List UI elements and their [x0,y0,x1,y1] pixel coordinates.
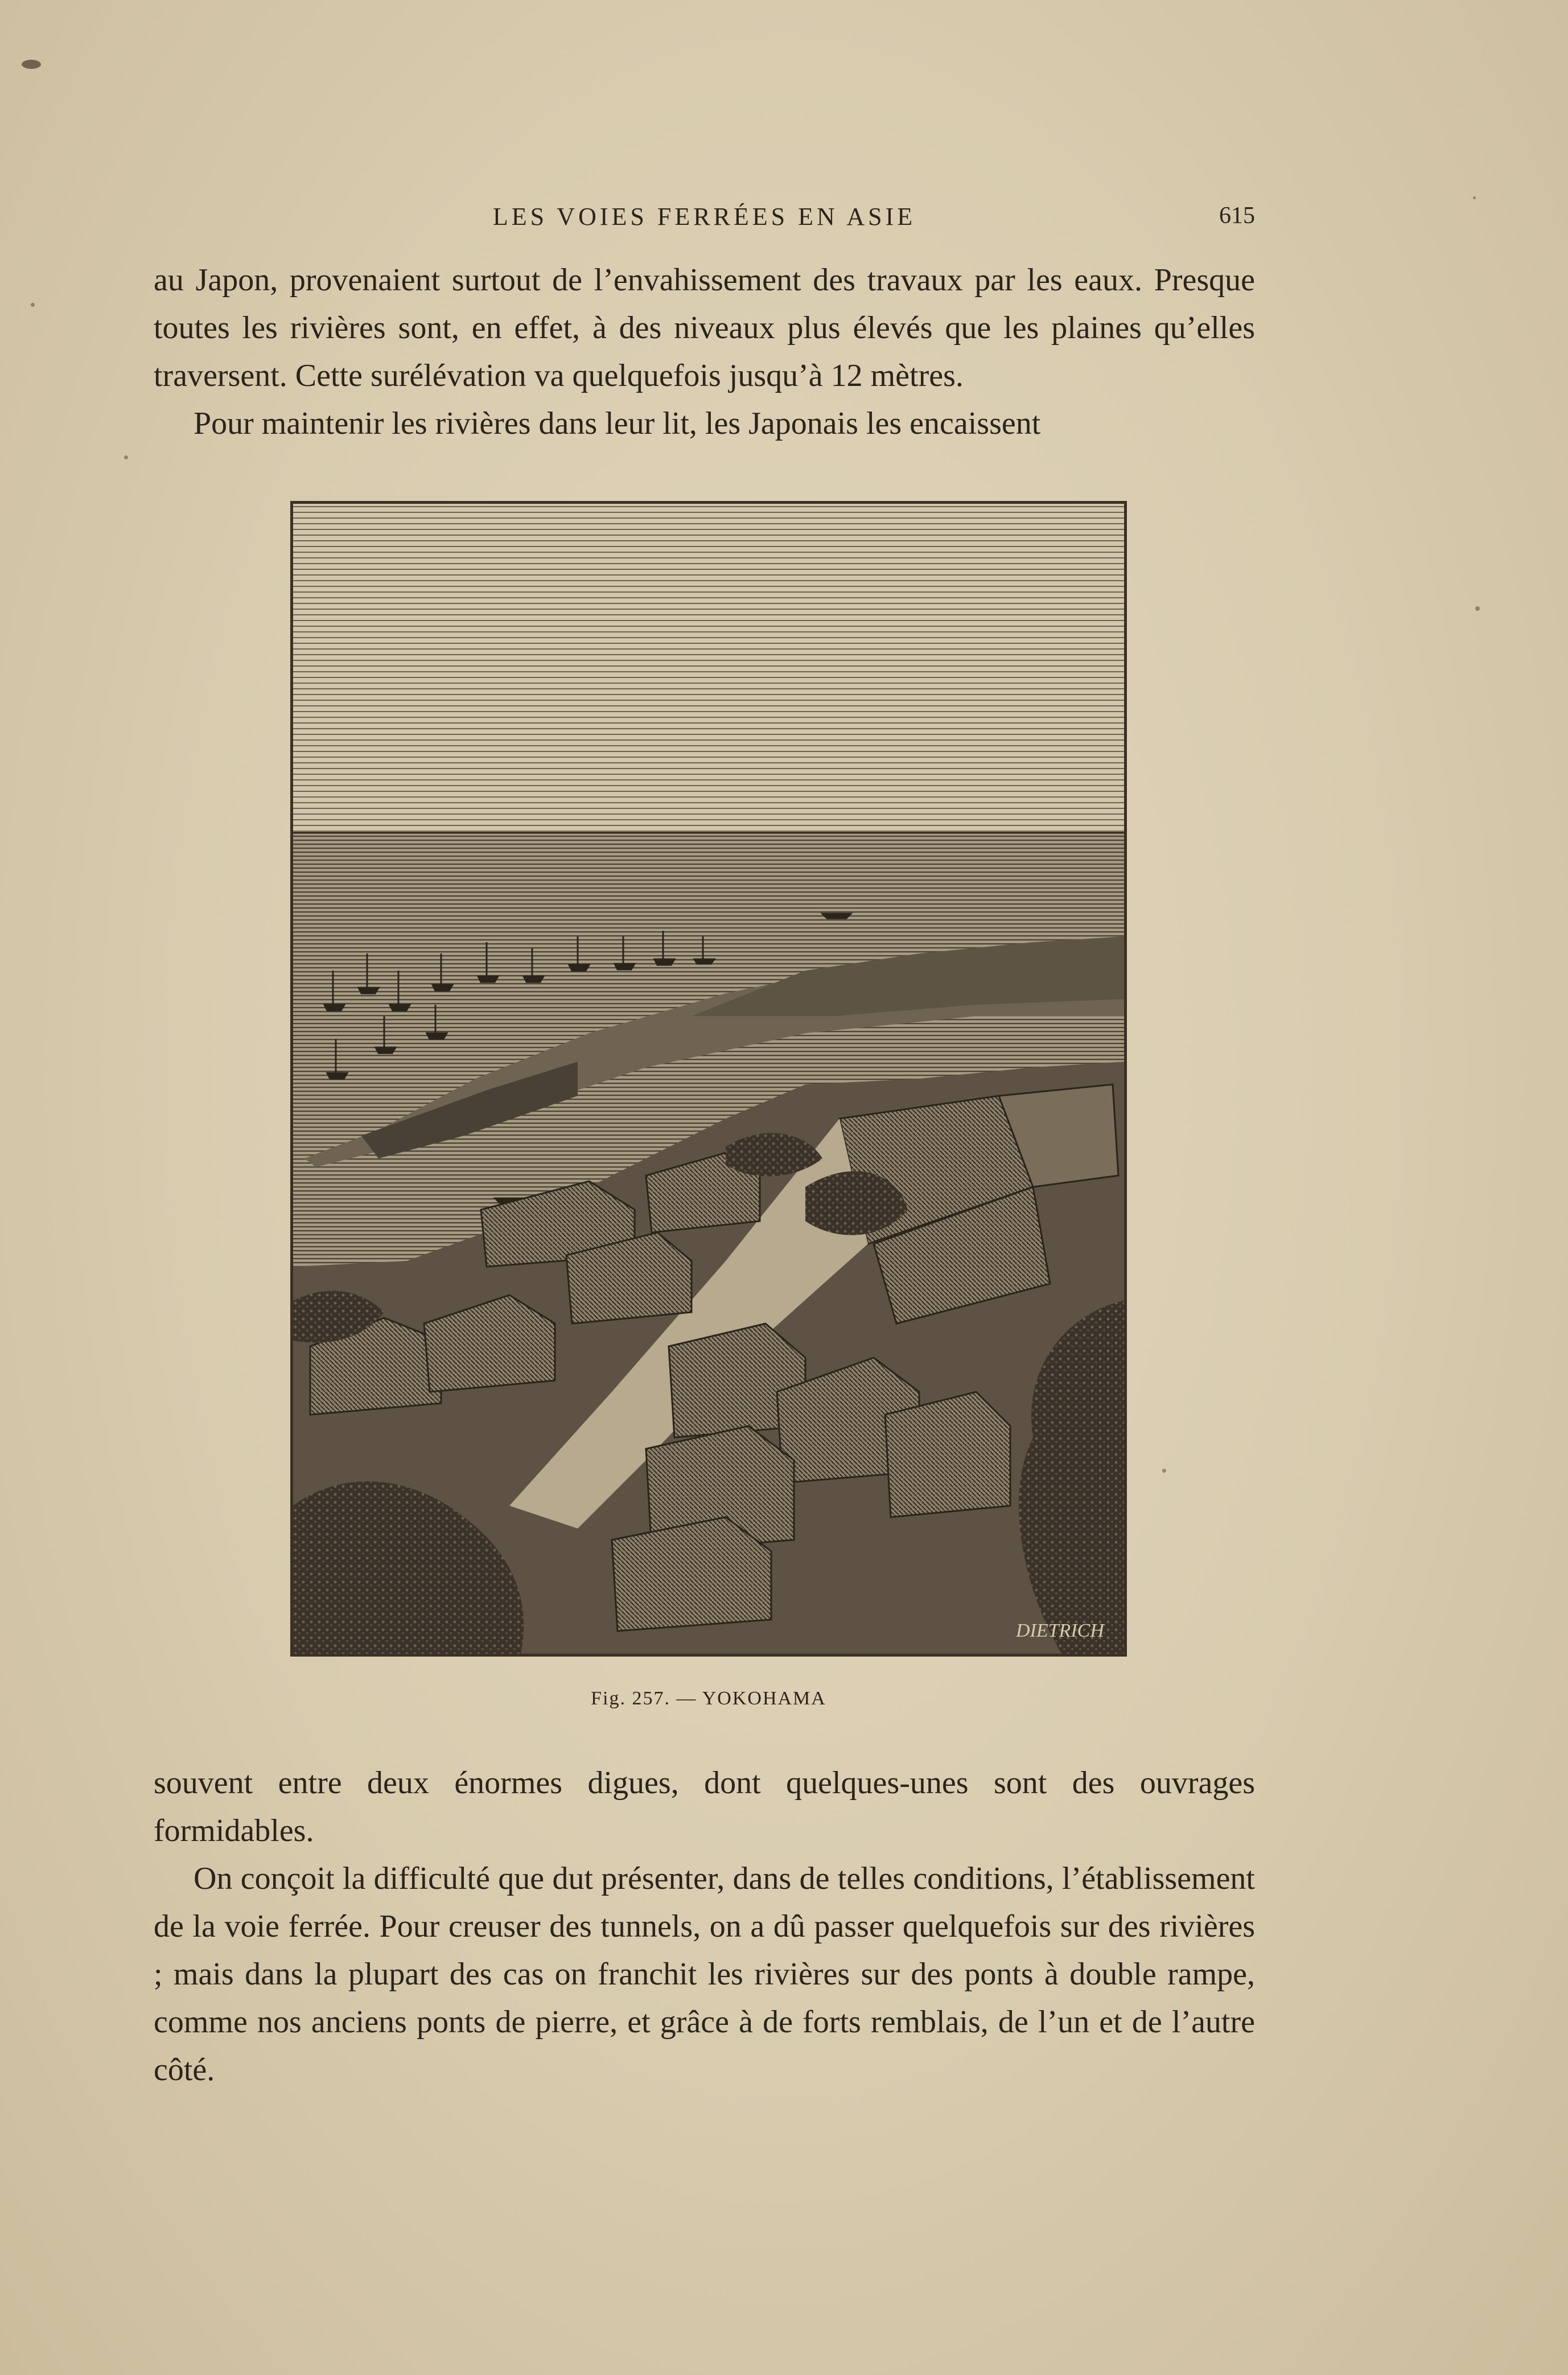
text-block-top [154,256,1255,447]
running-head [154,202,1255,236]
engraving-yokohama [290,501,1127,1657]
paper-speck [31,303,35,307]
paragraph: Pour maintenir les rivières dans leur lit, les Japonais les encaissent [194,406,1041,441]
paper-speck [1162,1469,1166,1473]
paragraph: souvent entre deux énormes digues, dont quelques-unes sont des ouvrages formidables. [154,1765,1255,1848]
paper-speck [22,60,41,69]
running-title: LES VOIES FERRÉES EN ASIE [492,203,916,231]
page-number: 615 [1219,203,1255,229]
paragraph: au Japon, provenaient surtout de l’envahissement des travaux par les eaux. Presque toutes les rivières sont, en effet, à des niveaux plus élevés que les plaines qu’elles traversent. Cette surélévation va quelquefois jusqu’à 12 mètres. [154,262,1255,393]
figure-caption: Fig. 257. — YOKOHAMA [591,1688,826,1709]
paper-speck [1475,606,1480,611]
paper-speck [1473,196,1476,199]
paper-speck [124,455,128,459]
engraver-signature: DIETRICH [1016,1620,1104,1641]
engraving-illustration [293,504,1124,1654]
text-block-bottom [154,1759,1255,2094]
paragraph: On conçoit la difficulté que dut présenter, dans de telles conditions, l’établissement de la voie ferrée. Pour creuser des tunnels, on a dû passer quelquefois sur des rivières ; mais dans la plupart des cas on franchit les rivières sur des ponts à double rampe, comme nos anciens ponts de pierre, et grâce à de forts remblais, de l’un et de l’autre côté. [154,1861,1255,2088]
